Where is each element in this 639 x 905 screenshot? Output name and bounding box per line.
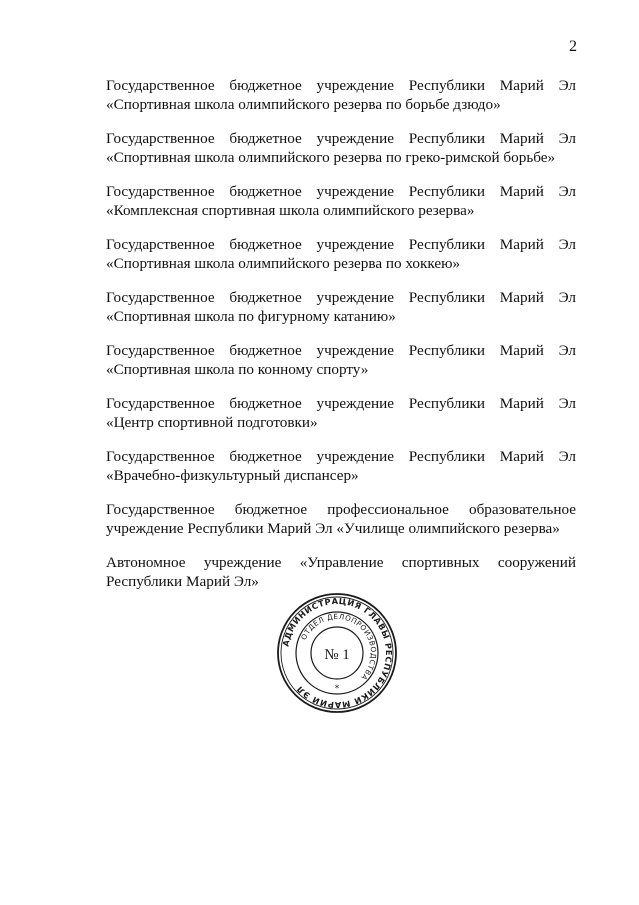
official-stamp <box>276 592 398 714</box>
organization-type-line: Государственное бюджетное учреждение Республики Марий Эл <box>106 77 576 94</box>
page-number: 2 <box>569 38 577 55</box>
organization-entry <box>106 395 576 432</box>
organization-entry <box>106 501 576 538</box>
organization-entry <box>106 236 576 273</box>
organization-name-line: «Спортивная школа олимпийского резерва по борьбе дзюдо» <box>106 95 501 113</box>
organization-name-line: Республики Марий Эл» <box>106 572 259 590</box>
organization-entry <box>106 448 576 485</box>
organization-type-line: Государственное бюджетное учреждение Республики Марий Эл <box>106 395 576 412</box>
organization-entry <box>106 183 576 220</box>
organization-name-line: «Спортивная школа по конному спорту» <box>106 360 369 378</box>
organization-entry <box>106 130 576 167</box>
organization-name-line: учреждение Республики Марий Эл «Училище олимпийского резерва» <box>106 519 560 537</box>
organization-name-line: «Спортивная школа по фигурному катанию» <box>106 307 396 325</box>
stamp-number: № 1 <box>324 647 350 663</box>
organization-type-line: Автономное учреждение «Управление спортивных сооружений <box>106 554 576 571</box>
stamp-outer-text: АДМИНИСТРАЦИЯ ГЛАВЫ РЕСПУБЛИКИ МАРИЙ ЭЛ <box>280 595 395 711</box>
organization-name-line: «Комплексная спортивная школа олимпийского резерва» <box>106 201 475 219</box>
organization-entry <box>106 289 576 326</box>
organization-type-line: Государственное бюджетное учреждение Республики Марий Эл <box>106 289 576 306</box>
organization-entry <box>106 77 576 114</box>
organization-type-line: Государственное бюджетное профессиональное образовательное <box>106 501 576 518</box>
stamp-inner-text: ОТДЕЛ ДЕЛОПРОИЗВОДСТВА <box>299 611 379 683</box>
stamp-star-icon: * <box>334 684 340 694</box>
organization-type-line: Государственное бюджетное учреждение Республики Марий Эл <box>106 236 576 253</box>
organization-type-line: Государственное бюджетное учреждение Республики Марий Эл <box>106 130 576 147</box>
organization-type-line: Государственное бюджетное учреждение Республики Марий Эл <box>106 342 576 359</box>
organization-name-line: «Спортивная школа олимпийского резерва по хоккею» <box>106 254 461 272</box>
organization-entry <box>106 342 576 379</box>
organization-list <box>106 77 576 607</box>
organization-type-line: Государственное бюджетное учреждение Республики Марий Эл <box>106 183 576 200</box>
organization-name-line: «Спортивная школа олимпийского резерва по греко-римской борьбе» <box>106 148 556 166</box>
organization-name-line: «Центр спортивной подготовки» <box>106 413 318 431</box>
stamp-seal-icon <box>276 592 398 714</box>
organization-name-line: «Врачебно-физкультурный диспансер» <box>106 466 359 484</box>
organization-entry <box>106 554 576 591</box>
organization-type-line: Государственное бюджетное учреждение Республики Марий Эл <box>106 448 576 465</box>
